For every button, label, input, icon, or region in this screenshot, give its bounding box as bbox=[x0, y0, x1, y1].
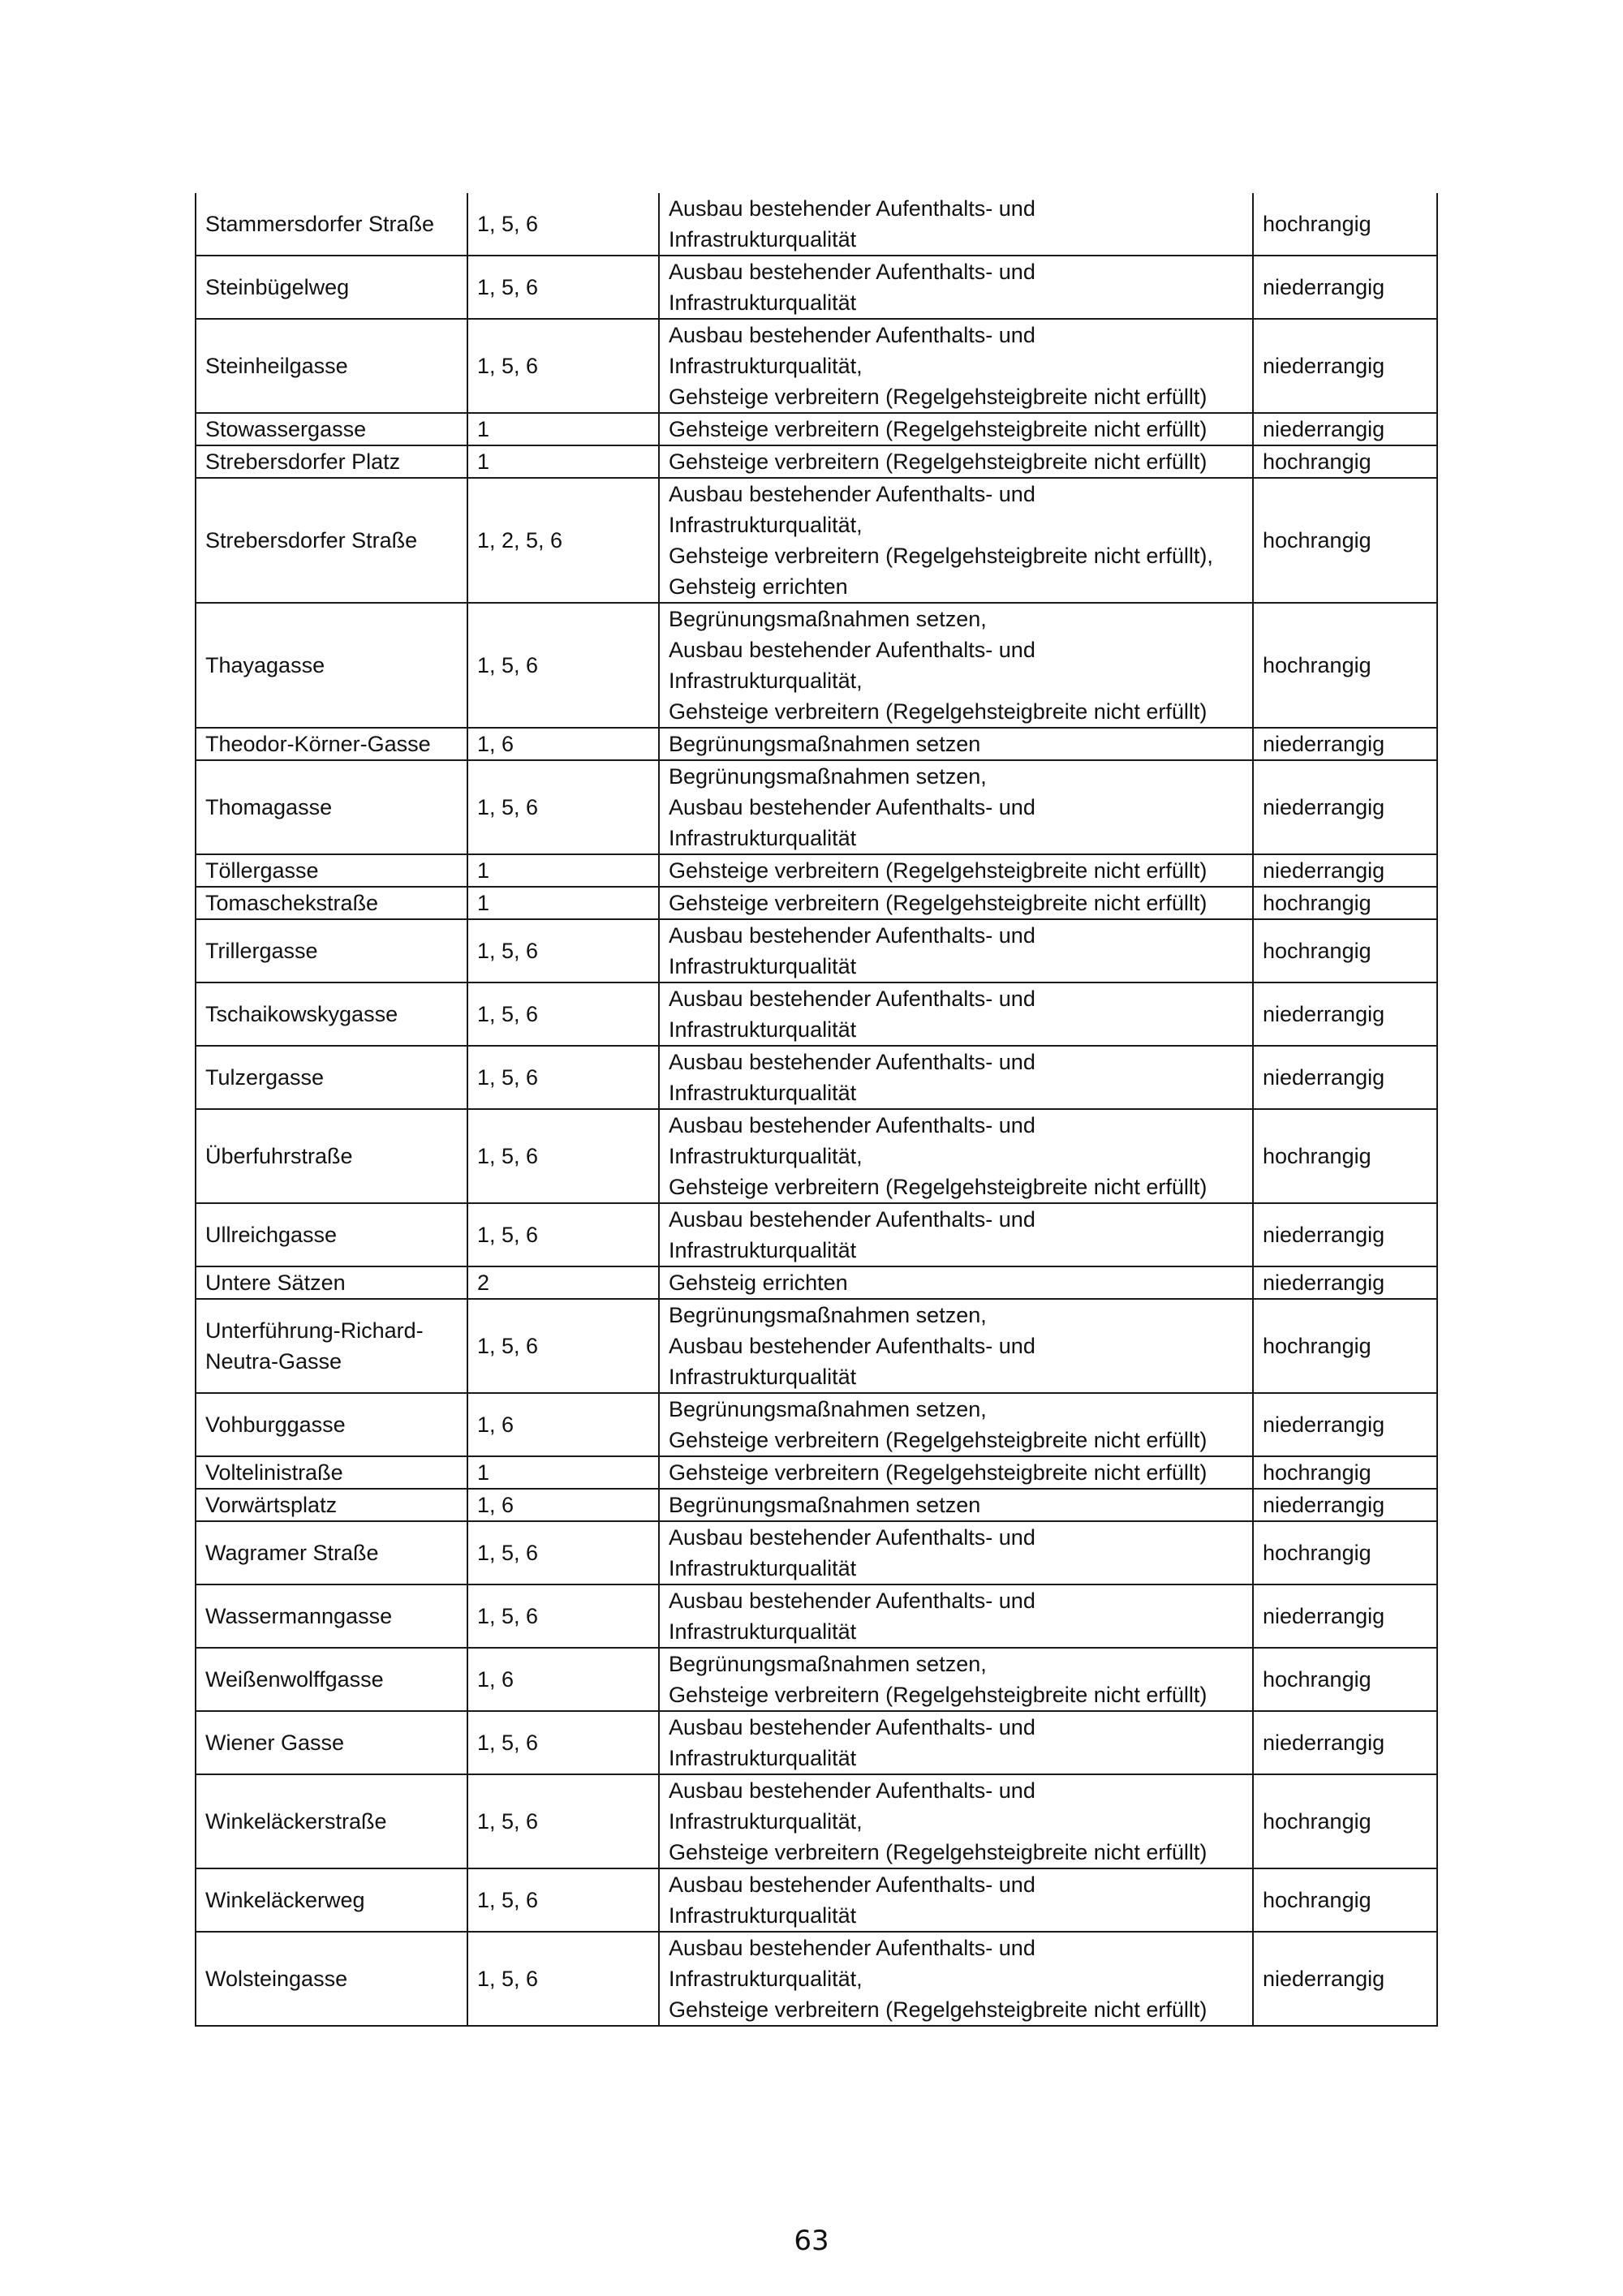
street-name-cell: Winkeläckerstraße bbox=[196, 1774, 467, 1868]
measure-line: Gehsteige verbreitern (Regelgehsteigbreite nicht erfüllt) bbox=[669, 417, 1208, 441]
street-name-cell: Voltelinistraße bbox=[196, 1456, 467, 1489]
measure-line: Infrastrukturqualität, bbox=[669, 1967, 863, 1991]
measure-numbers-cell: 1, 5, 6 bbox=[467, 982, 659, 1046]
measure-line: Gehsteig errichten bbox=[669, 574, 848, 599]
street-name-cell: Vohburggasse bbox=[196, 1393, 467, 1456]
measures-cell bbox=[659, 1299, 1253, 1393]
measure-numbers-cell: 1, 5, 6 bbox=[467, 256, 659, 319]
measure-numbers-cell: 1 bbox=[467, 854, 659, 887]
measure-line: Ausbau bestehender Aufenthalts- und bbox=[669, 1589, 1035, 1613]
measure-numbers-cell: 1, 5, 6 bbox=[467, 919, 659, 982]
measure-numbers-cell: 1, 5, 6 bbox=[467, 319, 659, 413]
measure-line: Ausbau bestehender Aufenthalts- und bbox=[669, 1113, 1035, 1137]
measure-line: Gehsteige verbreitern (Regelgehsteigbreite nicht erfüllt), bbox=[669, 544, 1213, 568]
street-name-cell: Steinheilgasse bbox=[196, 319, 467, 413]
table-row bbox=[196, 478, 1437, 603]
measure-line: Gehsteige verbreitern (Regelgehsteigbreite nicht erfüllt) bbox=[669, 385, 1208, 409]
measures-cell bbox=[659, 854, 1253, 887]
measure-line: Infrastrukturqualität, bbox=[669, 669, 863, 693]
measures-cell bbox=[659, 1489, 1253, 1521]
street-name-cell: Winkeläckerweg bbox=[196, 1868, 467, 1932]
street-rank-cell: niederrangig bbox=[1253, 1393, 1437, 1456]
measure-numbers-cell: 1, 5, 6 bbox=[467, 1109, 659, 1203]
measure-line: Ausbau bestehender Aufenthalts- und bbox=[669, 482, 1035, 506]
table-row bbox=[196, 1299, 1437, 1393]
measure-numbers-cell: 1, 5, 6 bbox=[467, 760, 659, 854]
measure-line: Begrünungsmaßnahmen setzen bbox=[669, 732, 981, 756]
measure-line: Gehsteige verbreitern (Regelgehsteigbreite nicht erfüllt) bbox=[669, 1460, 1208, 1485]
measures-cell bbox=[659, 919, 1253, 982]
street-rank-cell: hochrangig bbox=[1253, 445, 1437, 478]
measure-line: Ausbau bestehender Aufenthalts- und bbox=[669, 260, 1035, 284]
street-rank-cell: hochrangig bbox=[1253, 1109, 1437, 1203]
measures-cell bbox=[659, 1393, 1253, 1456]
street-name-cell: Stowassergasse bbox=[196, 413, 467, 445]
street-name-cell: Überfuhrstraße bbox=[196, 1109, 467, 1203]
measure-numbers-cell: 1, 5, 6 bbox=[467, 1932, 659, 2026]
measures-cell bbox=[659, 1521, 1253, 1584]
street-rank-cell: hochrangig bbox=[1253, 1456, 1437, 1489]
table-row bbox=[196, 193, 1437, 256]
measures-cell bbox=[659, 1648, 1253, 1711]
measures-cell bbox=[659, 603, 1253, 728]
table-row bbox=[196, 728, 1437, 760]
table-row bbox=[196, 1774, 1437, 1868]
street-name-cell: Strebersdorfer Platz bbox=[196, 445, 467, 478]
street-name-cell: Theodor-Körner-Gasse bbox=[196, 728, 467, 760]
street-name-cell: Töllergasse bbox=[196, 854, 467, 887]
measure-numbers-cell: 1, 5, 6 bbox=[467, 1584, 659, 1648]
street-rank-cell: niederrangig bbox=[1253, 1932, 1437, 2026]
table-row bbox=[196, 760, 1437, 854]
street-rank-cell: hochrangig bbox=[1253, 919, 1437, 982]
street-rank-cell: niederrangig bbox=[1253, 760, 1437, 854]
table-row bbox=[196, 1521, 1437, 1584]
measure-line: Infrastrukturqualität bbox=[669, 1746, 857, 1770]
table-body bbox=[196, 193, 1437, 2026]
measure-line: Gehsteige verbreitern (Regelgehsteigbreite nicht erfüllt) bbox=[669, 858, 1208, 883]
measures-cell bbox=[659, 1109, 1253, 1203]
table-row bbox=[196, 1393, 1437, 1456]
table-row bbox=[196, 1456, 1437, 1489]
measures-cell bbox=[659, 1774, 1253, 1868]
table-row bbox=[196, 887, 1437, 919]
table-row bbox=[196, 1584, 1437, 1648]
measure-numbers-cell: 1, 6 bbox=[467, 728, 659, 760]
measure-line: Gehsteige verbreitern (Regelgehsteigbreite nicht erfüllt) bbox=[669, 699, 1208, 724]
measures-cell bbox=[659, 1932, 1253, 2026]
street-rank-cell: hochrangig bbox=[1253, 1774, 1437, 1868]
measures-cell bbox=[659, 1584, 1253, 1648]
measure-line: Infrastrukturqualität bbox=[669, 290, 857, 315]
measure-line: Infrastrukturqualität, bbox=[669, 354, 863, 378]
measure-numbers-cell: 1, 5, 6 bbox=[467, 1774, 659, 1868]
measure-line: Ausbau bestehender Aufenthalts- und bbox=[669, 196, 1035, 221]
measure-line: Gehsteige verbreitern (Regelgehsteigbreite nicht erfüllt) bbox=[669, 1997, 1208, 2022]
street-rank-cell: niederrangig bbox=[1253, 256, 1437, 319]
table-row bbox=[196, 1868, 1437, 1932]
measures-cell bbox=[659, 413, 1253, 445]
measure-numbers-cell: 1, 5, 6 bbox=[467, 1203, 659, 1266]
measure-line: Infrastrukturqualität, bbox=[669, 1809, 863, 1834]
measures-cell bbox=[659, 1266, 1253, 1299]
measures-cell bbox=[659, 1046, 1253, 1109]
measure-line: Infrastrukturqualität bbox=[669, 1238, 857, 1262]
street-name-cell: Steinbügelweg bbox=[196, 256, 467, 319]
measure-line: Begrünungsmaßnahmen setzen, bbox=[669, 1303, 987, 1327]
measure-line: Infrastrukturqualität, bbox=[669, 1144, 863, 1168]
measure-numbers-cell: 1, 5, 6 bbox=[467, 1299, 659, 1393]
measure-line: Ausbau bestehender Aufenthalts- und bbox=[669, 1936, 1035, 1960]
street-name-line: Unterführung-Richard- bbox=[205, 1318, 424, 1343]
table-row bbox=[196, 854, 1437, 887]
measure-line: Ausbau bestehender Aufenthalts- und bbox=[669, 1334, 1035, 1358]
measure-line: Ausbau bestehender Aufenthalts- und bbox=[669, 1525, 1035, 1550]
measure-numbers-cell: 1, 5, 6 bbox=[467, 1046, 659, 1109]
street-name-cell: Tschaikowskygasse bbox=[196, 982, 467, 1046]
measure-line: Begrünungsmaßnahmen setzen, bbox=[669, 607, 987, 631]
measure-line: Infrastrukturqualität, bbox=[669, 513, 863, 537]
measures-cell bbox=[659, 256, 1253, 319]
table-row bbox=[196, 1046, 1437, 1109]
measure-line: Ausbau bestehender Aufenthalts- und bbox=[669, 923, 1035, 948]
measure-line: Gehsteige verbreitern (Regelgehsteigbreite nicht erfüllt) bbox=[669, 891, 1208, 915]
measure-line: Ausbau bestehender Aufenthalts- und bbox=[669, 1050, 1035, 1074]
street-name-cell: Stammersdorfer Straße bbox=[196, 193, 467, 256]
street-name-cell: Ullreichgasse bbox=[196, 1203, 467, 1266]
street-rank-cell: niederrangig bbox=[1253, 728, 1437, 760]
measures-cell bbox=[659, 1868, 1253, 1932]
street-name-cell: Untere Sätzen bbox=[196, 1266, 467, 1299]
measure-line: Gehsteige verbreitern (Regelgehsteigbreite nicht erfüllt) bbox=[669, 449, 1208, 474]
measure-numbers-cell: 1 bbox=[467, 445, 659, 478]
measures-cell bbox=[659, 1203, 1253, 1266]
measure-line: Gehsteige verbreitern (Regelgehsteigbreite nicht erfüllt) bbox=[669, 1428, 1208, 1452]
measure-line: Gehsteige verbreitern (Regelgehsteigbreite nicht erfüllt) bbox=[669, 1840, 1208, 1864]
measure-line: Ausbau bestehender Aufenthalts- und bbox=[669, 795, 1035, 819]
table-row bbox=[196, 256, 1437, 319]
table-row bbox=[196, 1489, 1437, 1521]
street-name-cell: Strebersdorfer Straße bbox=[196, 478, 467, 603]
measures-cell bbox=[659, 445, 1253, 478]
table-row bbox=[196, 603, 1437, 728]
measures-cell bbox=[659, 887, 1253, 919]
measure-numbers-cell: 1, 5, 6 bbox=[467, 1711, 659, 1774]
street-rank-cell: niederrangig bbox=[1253, 1584, 1437, 1648]
street-rank-cell: niederrangig bbox=[1253, 413, 1437, 445]
street-rank-cell: hochrangig bbox=[1253, 1521, 1437, 1584]
measure-line: Infrastrukturqualität bbox=[669, 1903, 857, 1928]
street-rank-cell: niederrangig bbox=[1253, 1203, 1437, 1266]
measures-cell bbox=[659, 319, 1253, 413]
table-row bbox=[196, 1711, 1437, 1774]
measure-numbers-cell: 1 bbox=[467, 887, 659, 919]
page-number: 63 bbox=[794, 2225, 829, 2257]
street-rank-cell: hochrangig bbox=[1253, 603, 1437, 728]
measure-numbers-cell: 2 bbox=[467, 1266, 659, 1299]
measures-cell bbox=[659, 982, 1253, 1046]
street-name-cell bbox=[196, 1299, 467, 1393]
measure-numbers-cell: 1, 2, 5, 6 bbox=[467, 478, 659, 603]
street-name-cell: Tomaschekstraße bbox=[196, 887, 467, 919]
measure-numbers-cell: 1 bbox=[467, 413, 659, 445]
street-rank-cell: hochrangig bbox=[1253, 1648, 1437, 1711]
street-name-cell: Weißenwolffgasse bbox=[196, 1648, 467, 1711]
street-rank-cell: niederrangig bbox=[1253, 1046, 1437, 1109]
measure-line: Ausbau bestehender Aufenthalts- und bbox=[669, 638, 1035, 662]
street-name-cell: Tulzergasse bbox=[196, 1046, 467, 1109]
measure-numbers-cell: 1, 5, 6 bbox=[467, 1868, 659, 1932]
measure-numbers-cell: 1, 6 bbox=[467, 1489, 659, 1521]
table-row bbox=[196, 413, 1437, 445]
street-rank-cell: hochrangig bbox=[1253, 478, 1437, 603]
street-name-cell: Vorwärtsplatz bbox=[196, 1489, 467, 1521]
street-name-cell: Thayagasse bbox=[196, 603, 467, 728]
measures-cell bbox=[659, 760, 1253, 854]
measure-numbers-cell: 1, 6 bbox=[467, 1393, 659, 1456]
measure-numbers-cell: 1, 6 bbox=[467, 1648, 659, 1711]
measure-numbers-cell: 1, 5, 6 bbox=[467, 603, 659, 728]
street-rank-cell: hochrangig bbox=[1253, 887, 1437, 919]
measure-numbers-cell: 1, 5, 6 bbox=[467, 193, 659, 256]
measure-line: Ausbau bestehender Aufenthalts- und bbox=[669, 1715, 1035, 1739]
street-rank-cell: hochrangig bbox=[1253, 1299, 1437, 1393]
measure-numbers-cell: 1, 5, 6 bbox=[467, 1521, 659, 1584]
table-row bbox=[196, 1648, 1437, 1711]
measure-line: Ausbau bestehender Aufenthalts- und bbox=[669, 1207, 1035, 1232]
table-row bbox=[196, 1266, 1437, 1299]
table-row bbox=[196, 319, 1437, 413]
street-name-cell: Wagramer Straße bbox=[196, 1521, 467, 1584]
table-row bbox=[196, 982, 1437, 1046]
street-measures-table bbox=[195, 193, 1438, 2027]
measure-line: Infrastrukturqualität bbox=[669, 1365, 857, 1389]
street-rank-cell: niederrangig bbox=[1253, 854, 1437, 887]
street-rank-cell: niederrangig bbox=[1253, 1489, 1437, 1521]
table-row bbox=[196, 1932, 1437, 2026]
measure-line: Infrastrukturqualität bbox=[669, 1081, 857, 1105]
table-row bbox=[196, 445, 1437, 478]
measures-cell bbox=[659, 478, 1253, 603]
measure-line: Begrünungsmaßnahmen setzen, bbox=[669, 1652, 987, 1676]
measure-numbers-cell: 1 bbox=[467, 1456, 659, 1489]
street-name-cell: Wassermanngasse bbox=[196, 1584, 467, 1648]
measure-line: Infrastrukturqualität bbox=[669, 1619, 857, 1644]
measure-line: Gehsteige verbreitern (Regelgehsteigbreite nicht erfüllt) bbox=[669, 1683, 1208, 1707]
street-name-line: Neutra-Gasse bbox=[205, 1349, 342, 1374]
street-rank-cell: niederrangig bbox=[1253, 319, 1437, 413]
street-name-cell: Thomagasse bbox=[196, 760, 467, 854]
street-name-cell: Trillergasse bbox=[196, 919, 467, 982]
measures-cell bbox=[659, 193, 1253, 256]
measure-line: Infrastrukturqualität bbox=[669, 1017, 857, 1042]
street-name-cell: Wiener Gasse bbox=[196, 1711, 467, 1774]
measure-line: Begrünungsmaßnahmen setzen, bbox=[669, 764, 987, 789]
measure-line: Infrastrukturqualität bbox=[669, 1556, 857, 1580]
measure-line: Infrastrukturqualität bbox=[669, 954, 857, 978]
table-row bbox=[196, 919, 1437, 982]
table-row bbox=[196, 1109, 1437, 1203]
measures-cell bbox=[659, 1456, 1253, 1489]
street-rank-cell: hochrangig bbox=[1253, 193, 1437, 256]
measure-line: Infrastrukturqualität bbox=[669, 826, 857, 850]
street-name-cell: Wolsteingasse bbox=[196, 1932, 467, 2026]
street-rank-cell: niederrangig bbox=[1253, 1711, 1437, 1774]
street-rank-cell: hochrangig bbox=[1253, 1868, 1437, 1932]
measures-cell bbox=[659, 728, 1253, 760]
measures-cell bbox=[659, 1711, 1253, 1774]
measure-line: Ausbau bestehender Aufenthalts- und bbox=[669, 323, 1035, 347]
measure-line: Gehsteige verbreitern (Regelgehsteigbreite nicht erfüllt) bbox=[669, 1175, 1208, 1199]
table-row bbox=[196, 1203, 1437, 1266]
measure-line: Ausbau bestehender Aufenthalts- und bbox=[669, 987, 1035, 1011]
measure-line: Begrünungsmaßnahmen setzen bbox=[669, 1493, 981, 1517]
measure-line: Begrünungsmaßnahmen setzen, bbox=[669, 1397, 987, 1421]
measure-line: Ausbau bestehender Aufenthalts- und bbox=[669, 1778, 1035, 1803]
street-rank-cell: niederrangig bbox=[1253, 982, 1437, 1046]
measure-line: Gehsteig errichten bbox=[669, 1271, 848, 1295]
measure-line: Ausbau bestehender Aufenthalts- und bbox=[669, 1872, 1035, 1897]
street-rank-cell: niederrangig bbox=[1253, 1266, 1437, 1299]
measure-line: Infrastrukturqualität bbox=[669, 227, 857, 252]
